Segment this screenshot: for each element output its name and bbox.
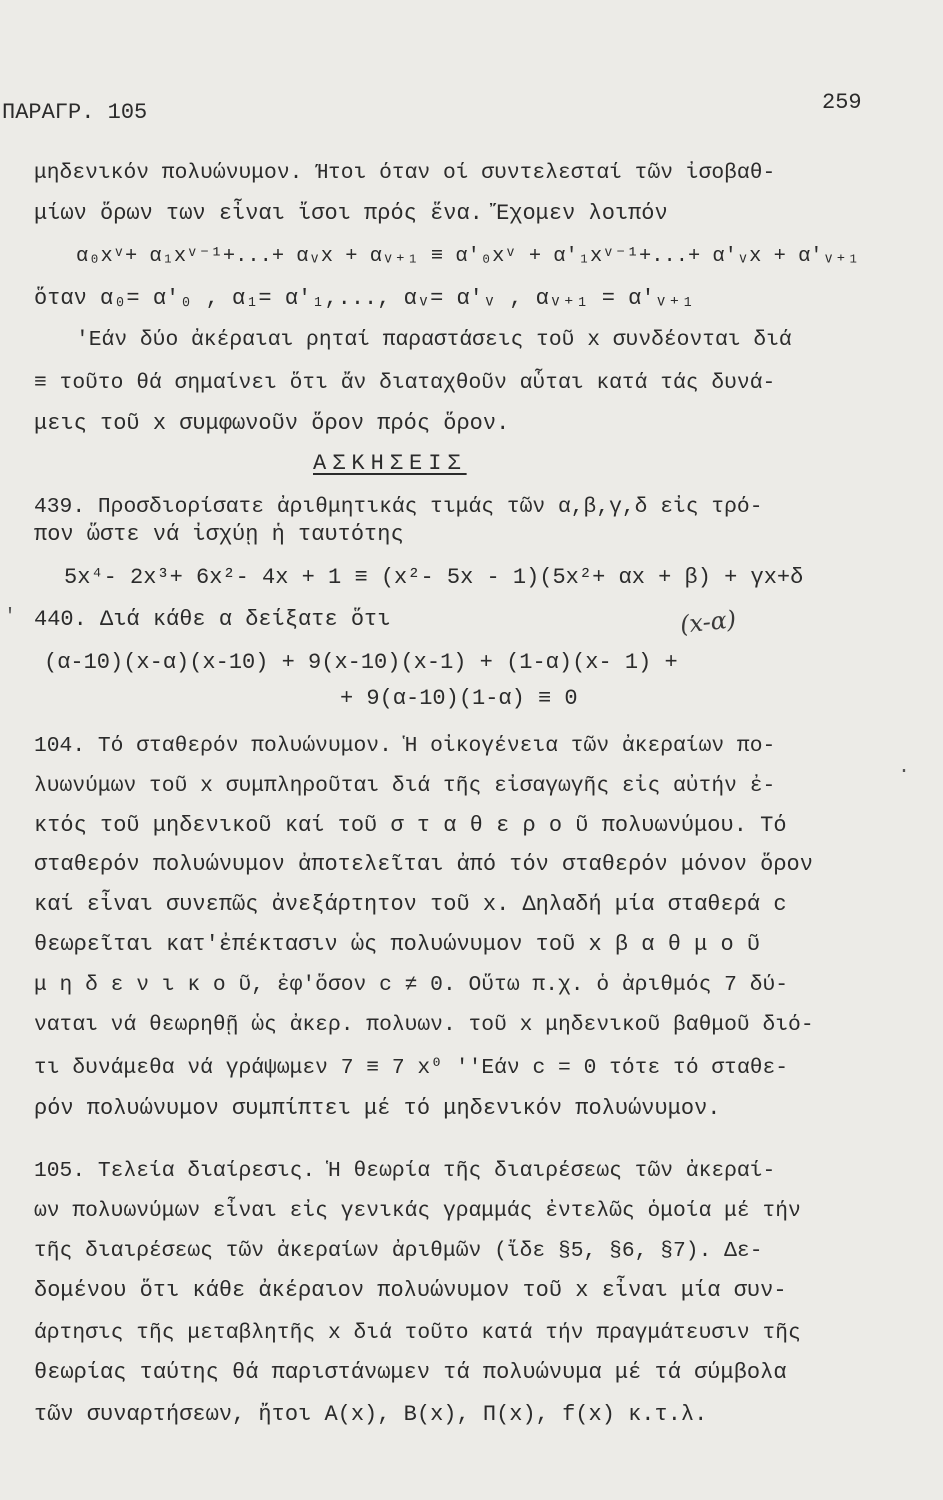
section-105-line: δομένου ὅτι κάθε ἀκέραιον πολυώνυμον τοῦ x εἶναι μία συν- xyxy=(34,1278,787,1303)
text-line: ≡ τοῦτο θά σημαίνει ὅτι ἄν διαταχθοῦν αὗται κατά τάς δυνά- xyxy=(34,371,776,395)
section-104-line: ρόν πολυώνυμον συμπίπτει μέ τό μηδενικόν πολυώνυμον. xyxy=(34,1096,721,1121)
section-105-line: τῆς διαιρέσεως τῶν ἀκεραίων ἀριθμῶν (ἴδε §5, §6, §7). Δε- xyxy=(34,1239,763,1263)
section-105-line: τῶν συναρτήσεων, ἤτοι A(x), B(x), Π(x), f(x) κ.τ.λ. xyxy=(34,1402,708,1427)
section-105-line: 105. Τελεία διαίρεσις. Ἡ θεωρία τῆς διαιρέσεως τῶν ἀκεραί- xyxy=(34,1159,776,1183)
text-line: μεις τοῦ x συμφωνοῦν ὅρον πρός ὅρον. xyxy=(34,411,510,436)
text-line: 'Εάν δύο ἀκέραιαι ρηταί παραστάσεις τοῦ x συνδέονται διά xyxy=(76,328,792,352)
section-105-line: ων πολυωνύμων εἶναι εἰς γενικάς γραμμάς ἐντελῶς ὁμοία μέ τήν xyxy=(34,1199,801,1223)
running-header: ΠΑΡΑΓΡ. 105 xyxy=(2,100,148,125)
exercise-440-equation: (α-10)(x-α)(x-10) + 9(x-10)(x-1) + (1-α)(x- 1) + xyxy=(44,650,678,675)
exercise-439-line: 439. Προσδιορίσατε ἀριθμητικάς τιμάς τῶν α,β,γ,δ εἰς τρό- xyxy=(34,495,763,519)
section-104-line: μ η δ ε ν ι κ ο ῦ, ἐφ'ὅσον c ≠ 0. Οὕτω π.χ. ὁ ἀριθμός 7 δύ- xyxy=(34,973,789,997)
exercise-440-line: 440. Διά κάθε α δείξατε ὅτι xyxy=(34,607,391,632)
section-104-line: θεωρεῖται κατ'ἐπέκτασιν ὡς πολυώνυμον τοῦ x β α θ μ ο ῦ xyxy=(34,932,761,957)
section-104-line: καί εἶναι συνεπῶς ἀνεξάρτητον τοῦ x. Δηλαδή μία σταθερά c xyxy=(34,892,787,917)
identity-equation: α₀xᵛ+ α₁xᵛ⁻¹+...+ αᵥx + αᵥ₊₁ ≡ α′₀xᵛ + α′₁xᵛ⁻¹+...+ α′ᵥx + α′ᵥ₊₁ xyxy=(76,245,860,268)
exercises-heading: ΑΣΚΗΣΕΙΣ xyxy=(313,451,467,476)
text-line: μηδενικόν πολυώνυμον. Ήτοι όταν οί συντελεσταί τῶν ἰσοβαθ- xyxy=(34,161,776,185)
handwritten-annotation: (x-α) xyxy=(678,605,738,639)
exercise-440-equation: + 9(α-10)(1-α) ≡ 0 xyxy=(340,686,578,711)
text-line: μίων ὅρων των εἶναι ἴσοι πρός ἕνα. Ἔχομεν λοιπόν xyxy=(34,201,668,226)
page-number: 259 xyxy=(822,90,862,115)
section-104-line: λυωνύμων τοῦ x συμπληροῦται διά τῆς εἰσαγωγῆς εἰς αὐτήν ἐ- xyxy=(34,774,776,798)
section-105-line: θεωρίας ταύτης θά παριστάνωμεν τά πολυώνυμα μέ τά σύμβολα xyxy=(34,1360,787,1385)
section-104-line: 104. Τό σταθερόν πολυώνυμον. Ἡ οἰκογένεια τῶν ἀκεραίων πο- xyxy=(34,734,776,758)
exercise-439-line: πον ὥστε νά ἰσχύῃ ἡ ταυτότης xyxy=(34,522,404,547)
section-105-line: άρτησις τῆς μεταβλητῆς x διά τοῦτο κατά τήν πραγμάτευσιν τῆς xyxy=(34,1321,801,1345)
section-104-line: σταθερόν πολυώνυμον ἀποτελεῖται ἀπό τόν σταθερόν μόνον ὅρον xyxy=(34,852,813,877)
section-104-line: κτός τοῦ μηδενικοῦ καί τοῦ σ τ α θ ε ρ ο ῦ πολυωνύμου. Τό xyxy=(34,813,787,838)
section-104-line: ναται νά θεωρηθῇ ὡς ἀκερ. πολυων. τοῦ x μηδενικοῦ βαθμοῦ διό- xyxy=(34,1013,814,1037)
exercise-439-equation: 5x⁴- 2x³+ 6x²- 4x + 1 ≡ (x²- 5x - 1)(5x²+ αx + β) + γx+δ xyxy=(64,565,804,590)
margin-dot-mark: · xyxy=(898,760,911,783)
coefficient-condition: ὅταν α₀= α′₀ , α₁= α′₁,..., αᵥ= α′ᵥ , αᵥ₊₁ = α′ᵥ₊₁ xyxy=(34,286,695,311)
margin-tick-mark: ' xyxy=(4,606,17,629)
section-104-line: τι δυνάμεθα νά γράψωμεν 7 ≡ 7 x⁰ ''Εάν c = 0 τότε τό σταθε- xyxy=(34,1056,789,1080)
